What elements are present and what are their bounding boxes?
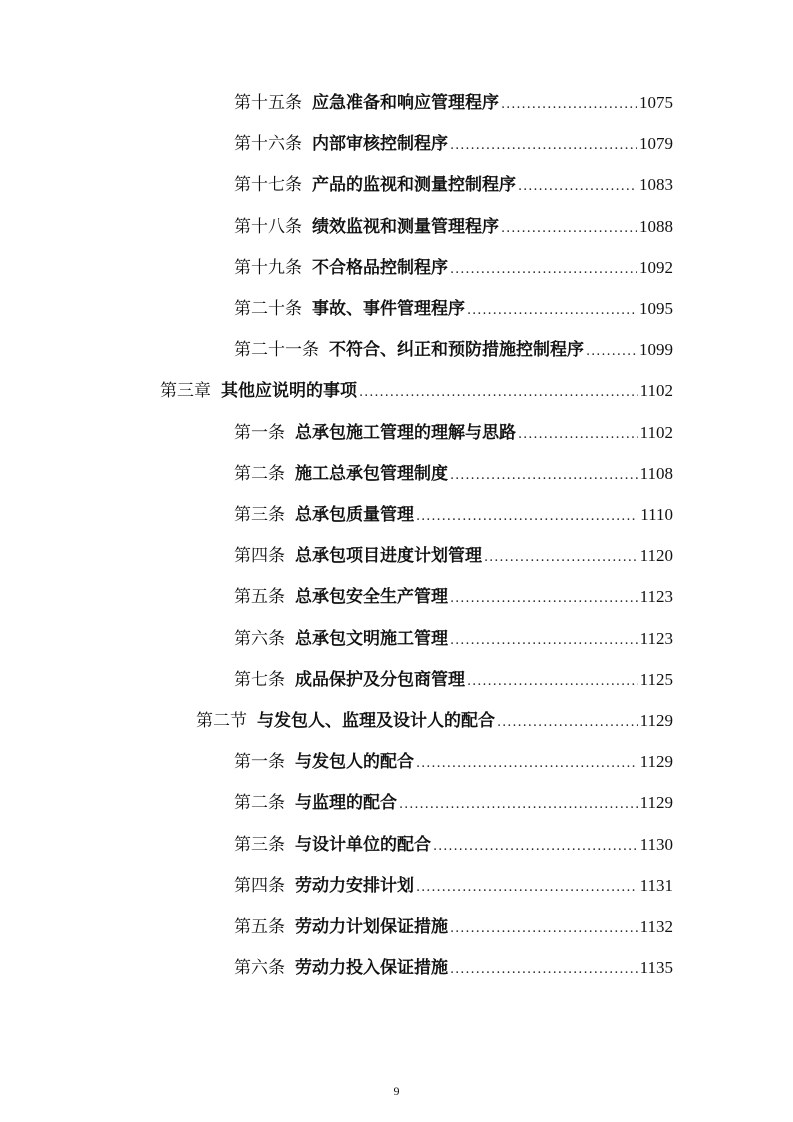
- toc-entry-title: 内部审核控制程序: [312, 134, 448, 155]
- toc-entry-page: 1079: [639, 134, 673, 154]
- toc-entry-title: 总承包项目进度计划管理: [295, 546, 482, 567]
- toc-leader-dots: [450, 586, 638, 612]
- toc-entry-page: 1131: [639, 875, 673, 895]
- toc-entry[interactable]: [234, 337, 673, 363]
- toc-leader-dots: [416, 504, 638, 530]
- toc-leader-dots: [450, 957, 638, 983]
- toc-entry-page: 1129: [639, 793, 673, 813]
- toc-entry-number: 第三章: [160, 381, 211, 402]
- toc-entry-number: 第六条: [234, 958, 285, 979]
- toc-entry[interactable]: [234, 461, 673, 487]
- toc-entry[interactable]: [234, 296, 673, 322]
- toc-entry-page: 1120: [639, 546, 673, 566]
- toc-entry-title: 事故、事件管理程序: [312, 299, 465, 319]
- toc-entry-number: 第十八条: [234, 216, 302, 237]
- toc-entry-title: 其他应说明的事项: [221, 381, 357, 402]
- toc-leader-dots: [399, 792, 638, 818]
- toc-entry-title: 不符合、纠正和预防措施控制程序: [329, 340, 584, 361]
- toc-entry[interactable]: [234, 420, 673, 446]
- toc-entry-number: 第二条: [234, 793, 285, 814]
- toc-leader-dots: [484, 545, 638, 571]
- toc-entry[interactable]: [234, 90, 673, 116]
- toc-entry-page: 1129: [639, 711, 673, 730]
- toc-entry-page: 1130: [639, 834, 673, 854]
- toc-entry-title: 总承包施工管理的理解与思路: [295, 422, 516, 443]
- toc-leader-dots: [518, 422, 638, 448]
- toc-entry-page: 1108: [639, 463, 673, 483]
- toc-entry-title: 劳动力投入保证措施: [295, 958, 448, 979]
- toc-leader-dots: [467, 298, 637, 324]
- toc-entry-title: 不合格品控制程序: [312, 257, 448, 278]
- toc-leader-dots: [518, 174, 637, 200]
- toc-leader-dots: [497, 710, 638, 736]
- toc-entry[interactable]: [234, 543, 673, 569]
- toc-entry-page: 1123: [639, 587, 673, 607]
- toc-entry-title: 与发包人的配合: [295, 752, 414, 773]
- toc-entry-title: 总承包安全生产管理: [295, 587, 448, 608]
- toc-entry-page: 1125: [639, 669, 673, 689]
- toc-entry-number: 第一条: [234, 422, 285, 443]
- toc-leader-dots: [501, 92, 637, 118]
- toc-entry-page: 1075: [639, 93, 673, 112]
- toc-entry-page: 1123: [639, 628, 673, 648]
- toc-entry-page: 1095: [639, 299, 673, 318]
- toc-entry[interactable]: [234, 214, 673, 240]
- toc-entry-number: 第四条: [234, 875, 285, 896]
- toc-entry-title: 应急准备和响应管理程序: [312, 93, 499, 113]
- toc-entry-number: 第二十条: [234, 299, 302, 319]
- toc-entry[interactable]: [234, 131, 673, 157]
- toc-leader-dots: [416, 875, 638, 901]
- toc-entry-title: 施工总承包管理制度: [295, 463, 448, 484]
- toc-entry[interactable]: [234, 584, 673, 610]
- toc-entry-number: 第五条: [234, 917, 285, 937]
- toc-leader-dots: [450, 628, 638, 654]
- toc-leader-dots: [450, 916, 638, 942]
- toc-entry[interactable]: [196, 708, 673, 734]
- toc-entry[interactable]: [234, 790, 673, 816]
- toc-entry-number: 第二十一条: [234, 340, 319, 361]
- toc-entry-number: 第四条: [234, 546, 285, 567]
- toc-entry-number: 第二条: [234, 463, 285, 484]
- toc-entry[interactable]: [234, 172, 673, 198]
- toc-entry-title: 产品的监视和测量控制程序: [312, 175, 516, 196]
- toc-entry[interactable]: [234, 914, 673, 940]
- toc-entry-number: 第十六条: [234, 134, 302, 155]
- toc-entry[interactable]: [234, 255, 673, 281]
- toc-entry-title: 与设计单位的配合: [295, 834, 431, 855]
- toc-leader-dots: [416, 751, 638, 777]
- toc-entry-page: 1092: [639, 257, 673, 277]
- toc-entry[interactable]: [234, 873, 673, 899]
- toc-entry[interactable]: [160, 378, 673, 404]
- toc-entry-number: 第十九条: [234, 257, 302, 278]
- toc-entry[interactable]: [234, 667, 673, 693]
- toc-entry-number: 第三条: [234, 505, 285, 525]
- toc-entry-title: 绩效监视和测量管理程序: [312, 216, 499, 237]
- toc-entry-title: 总承包质量管理: [295, 505, 414, 525]
- toc-entry-title: 与发包人、监理及设计人的配合: [257, 711, 495, 731]
- toc-leader-dots: [467, 669, 638, 695]
- toc-entry-page: 1099: [639, 340, 673, 360]
- toc-entry-number: 第十七条: [234, 175, 302, 196]
- toc-entry-number: 第一条: [234, 752, 285, 773]
- toc-leader-dots: [586, 339, 637, 365]
- toc-leader-dots: [450, 257, 637, 283]
- toc-entry-title: 与监理的配合: [295, 793, 397, 814]
- toc-leader-dots: [501, 216, 637, 242]
- toc-entry-page: 1088: [639, 216, 673, 236]
- toc-entry[interactable]: [234, 832, 673, 858]
- toc-entry[interactable]: [234, 626, 673, 652]
- toc-entry-page: 1110: [640, 505, 673, 524]
- toc-entry-number: 第十五条: [234, 93, 302, 113]
- toc-entry-page: 1132: [639, 917, 673, 936]
- toc-entry-page: 1129: [639, 752, 673, 772]
- toc-entry-title: 成品保护及分包商管理: [295, 669, 465, 690]
- toc-entry-title: 劳动力计划保证措施: [295, 917, 448, 937]
- toc-entry-page: 1083: [639, 175, 673, 195]
- toc-entry-page: 1102: [639, 422, 673, 442]
- toc-entry-page: 1102: [639, 381, 673, 401]
- toc-entry-page: 1135: [639, 958, 673, 978]
- toc-entry-number: 第三条: [234, 834, 285, 855]
- toc-entry[interactable]: [234, 749, 673, 775]
- toc-entry-number: 第二节: [196, 711, 247, 731]
- toc-entry-number: 第六条: [234, 628, 285, 649]
- toc-entry-title: 总承包文明施工管理: [295, 628, 448, 649]
- toc-leader-dots: [359, 380, 638, 406]
- toc-entry-title: 劳动力安排计划: [295, 875, 414, 896]
- page-number: 9: [393, 1084, 400, 1098]
- toc-entry[interactable]: [234, 502, 673, 528]
- toc-entry-number: 第七条: [234, 669, 285, 690]
- toc-leader-dots: [450, 463, 638, 489]
- toc-leader-dots: [450, 133, 637, 159]
- toc-leader-dots: [433, 834, 638, 860]
- toc-entry[interactable]: [234, 955, 673, 981]
- toc-entry-number: 第五条: [234, 587, 285, 608]
